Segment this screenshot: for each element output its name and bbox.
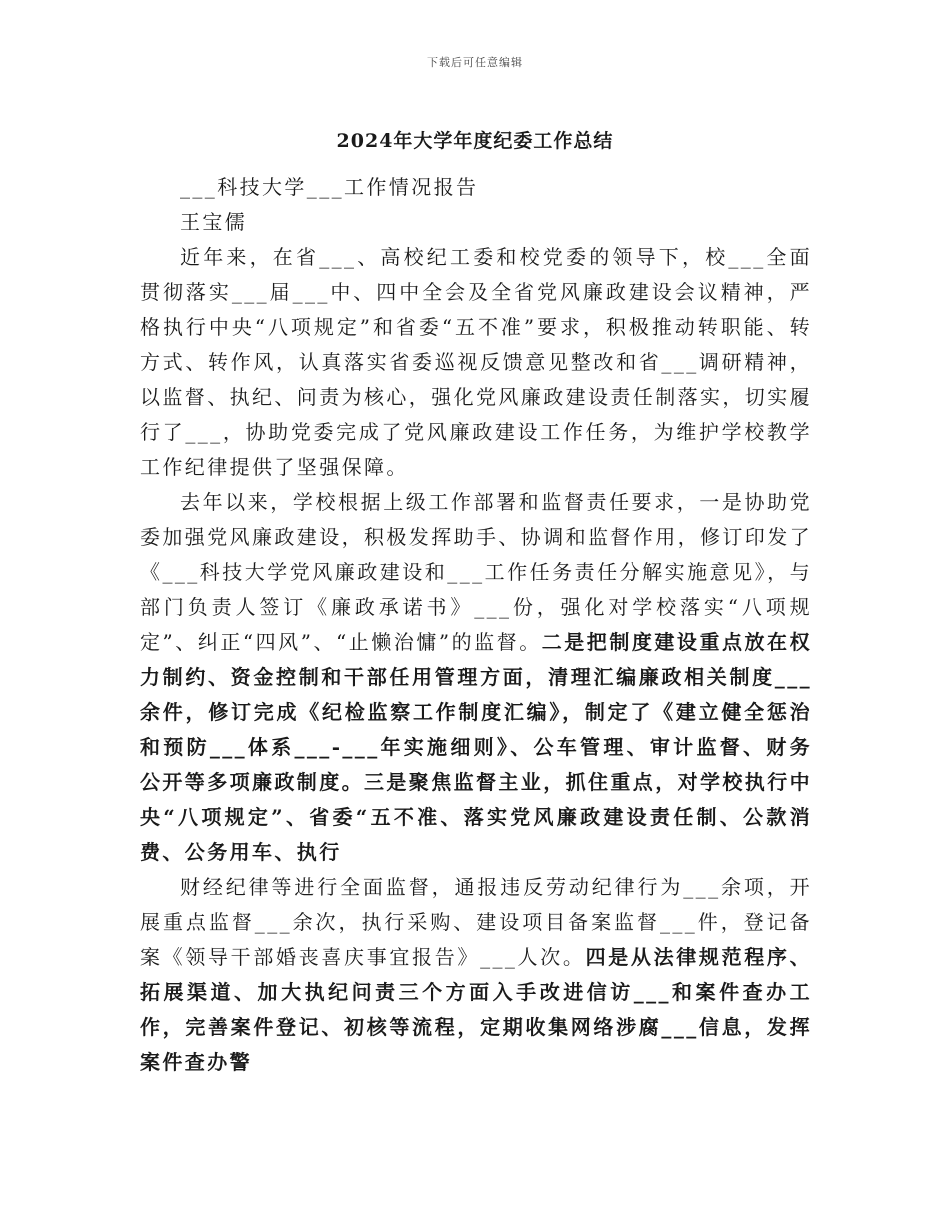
paragraph-text-bold: 四是从法律规范程序、拓展渠道、加大执纪问责三个方面入手改进信访___和案件查办工作，完善案件登记、初核等流程，定期收集网络涉腐___信息，发挥案件查办警	[140, 945, 813, 1074]
paragraph-text: 去年以来，学校根据上级工作部署和监督责任要求，一是协助党委加强党风廉政建设，积极发挥助手、协调和监督作用，修订印发了《___科技大学党风廉政建设和___工作任务责任分解实施意见》，与部门负责人签订《廉政承诺书》___份，强化对学校落实“八项规定”、纠正“四风”、“止懒治慵”的监督。	[140, 490, 812, 654]
paragraph-1	[140, 240, 812, 485]
paragraph-3	[140, 870, 812, 1080]
subtitle-line: ___科技大学___工作情况报告	[180, 175, 479, 199]
document-title: 2024年大学年度纪委工作总结	[336, 130, 614, 152]
paragraph-text: 近年来，在省___、高校纪工委和校党委的领导下，校___全面贯彻落实___届___中、四中全会及全省党风廉政建设会议精神，严格执行中央“八项规定”和省委“五不准”要求，积极推动转职能、转方式、转作风，认真落实省委巡视反馈意见整改和省___调研精神，以监督、执纪、问责为核心，强化党风廉政建设责任制落实，切实履行了___，协助党委完成了党风廉政建设工作任务，为维护学校教学工作纪律提供了坚强保障。	[140, 245, 812, 479]
document-body	[140, 170, 812, 1080]
paragraph-text: 财经纪律等进行全面监督，通报违反劳动纪律行为___余项，开展重点监督___余次，执行采购、建设项目备案监督___件，登记备案《领导干部婚丧喜庆事宜报告》___人次。	[140, 875, 812, 969]
author-line: 王宝儒	[180, 210, 248, 234]
paragraph-text-bold: 二是把制度建设重点放在权力制约、资金控制和干部任用管理方面，清理汇编廉政相关制度___余件，修订完成《纪检监察工作制度汇编》，制定了《建立健全惩治和预防___体系___-___年实施细则》、公车管理、审计监督、财务公开等多项廉政制度。三是聚焦监督主业，抓住重点，对学校执行中央“八项规定”、省委“五不准、落实党风廉政建设责任制、公款消费、公务用车、执行	[140, 630, 812, 864]
paragraph-2	[140, 485, 812, 870]
download-note: 下载后可任意编辑	[427, 56, 523, 69]
